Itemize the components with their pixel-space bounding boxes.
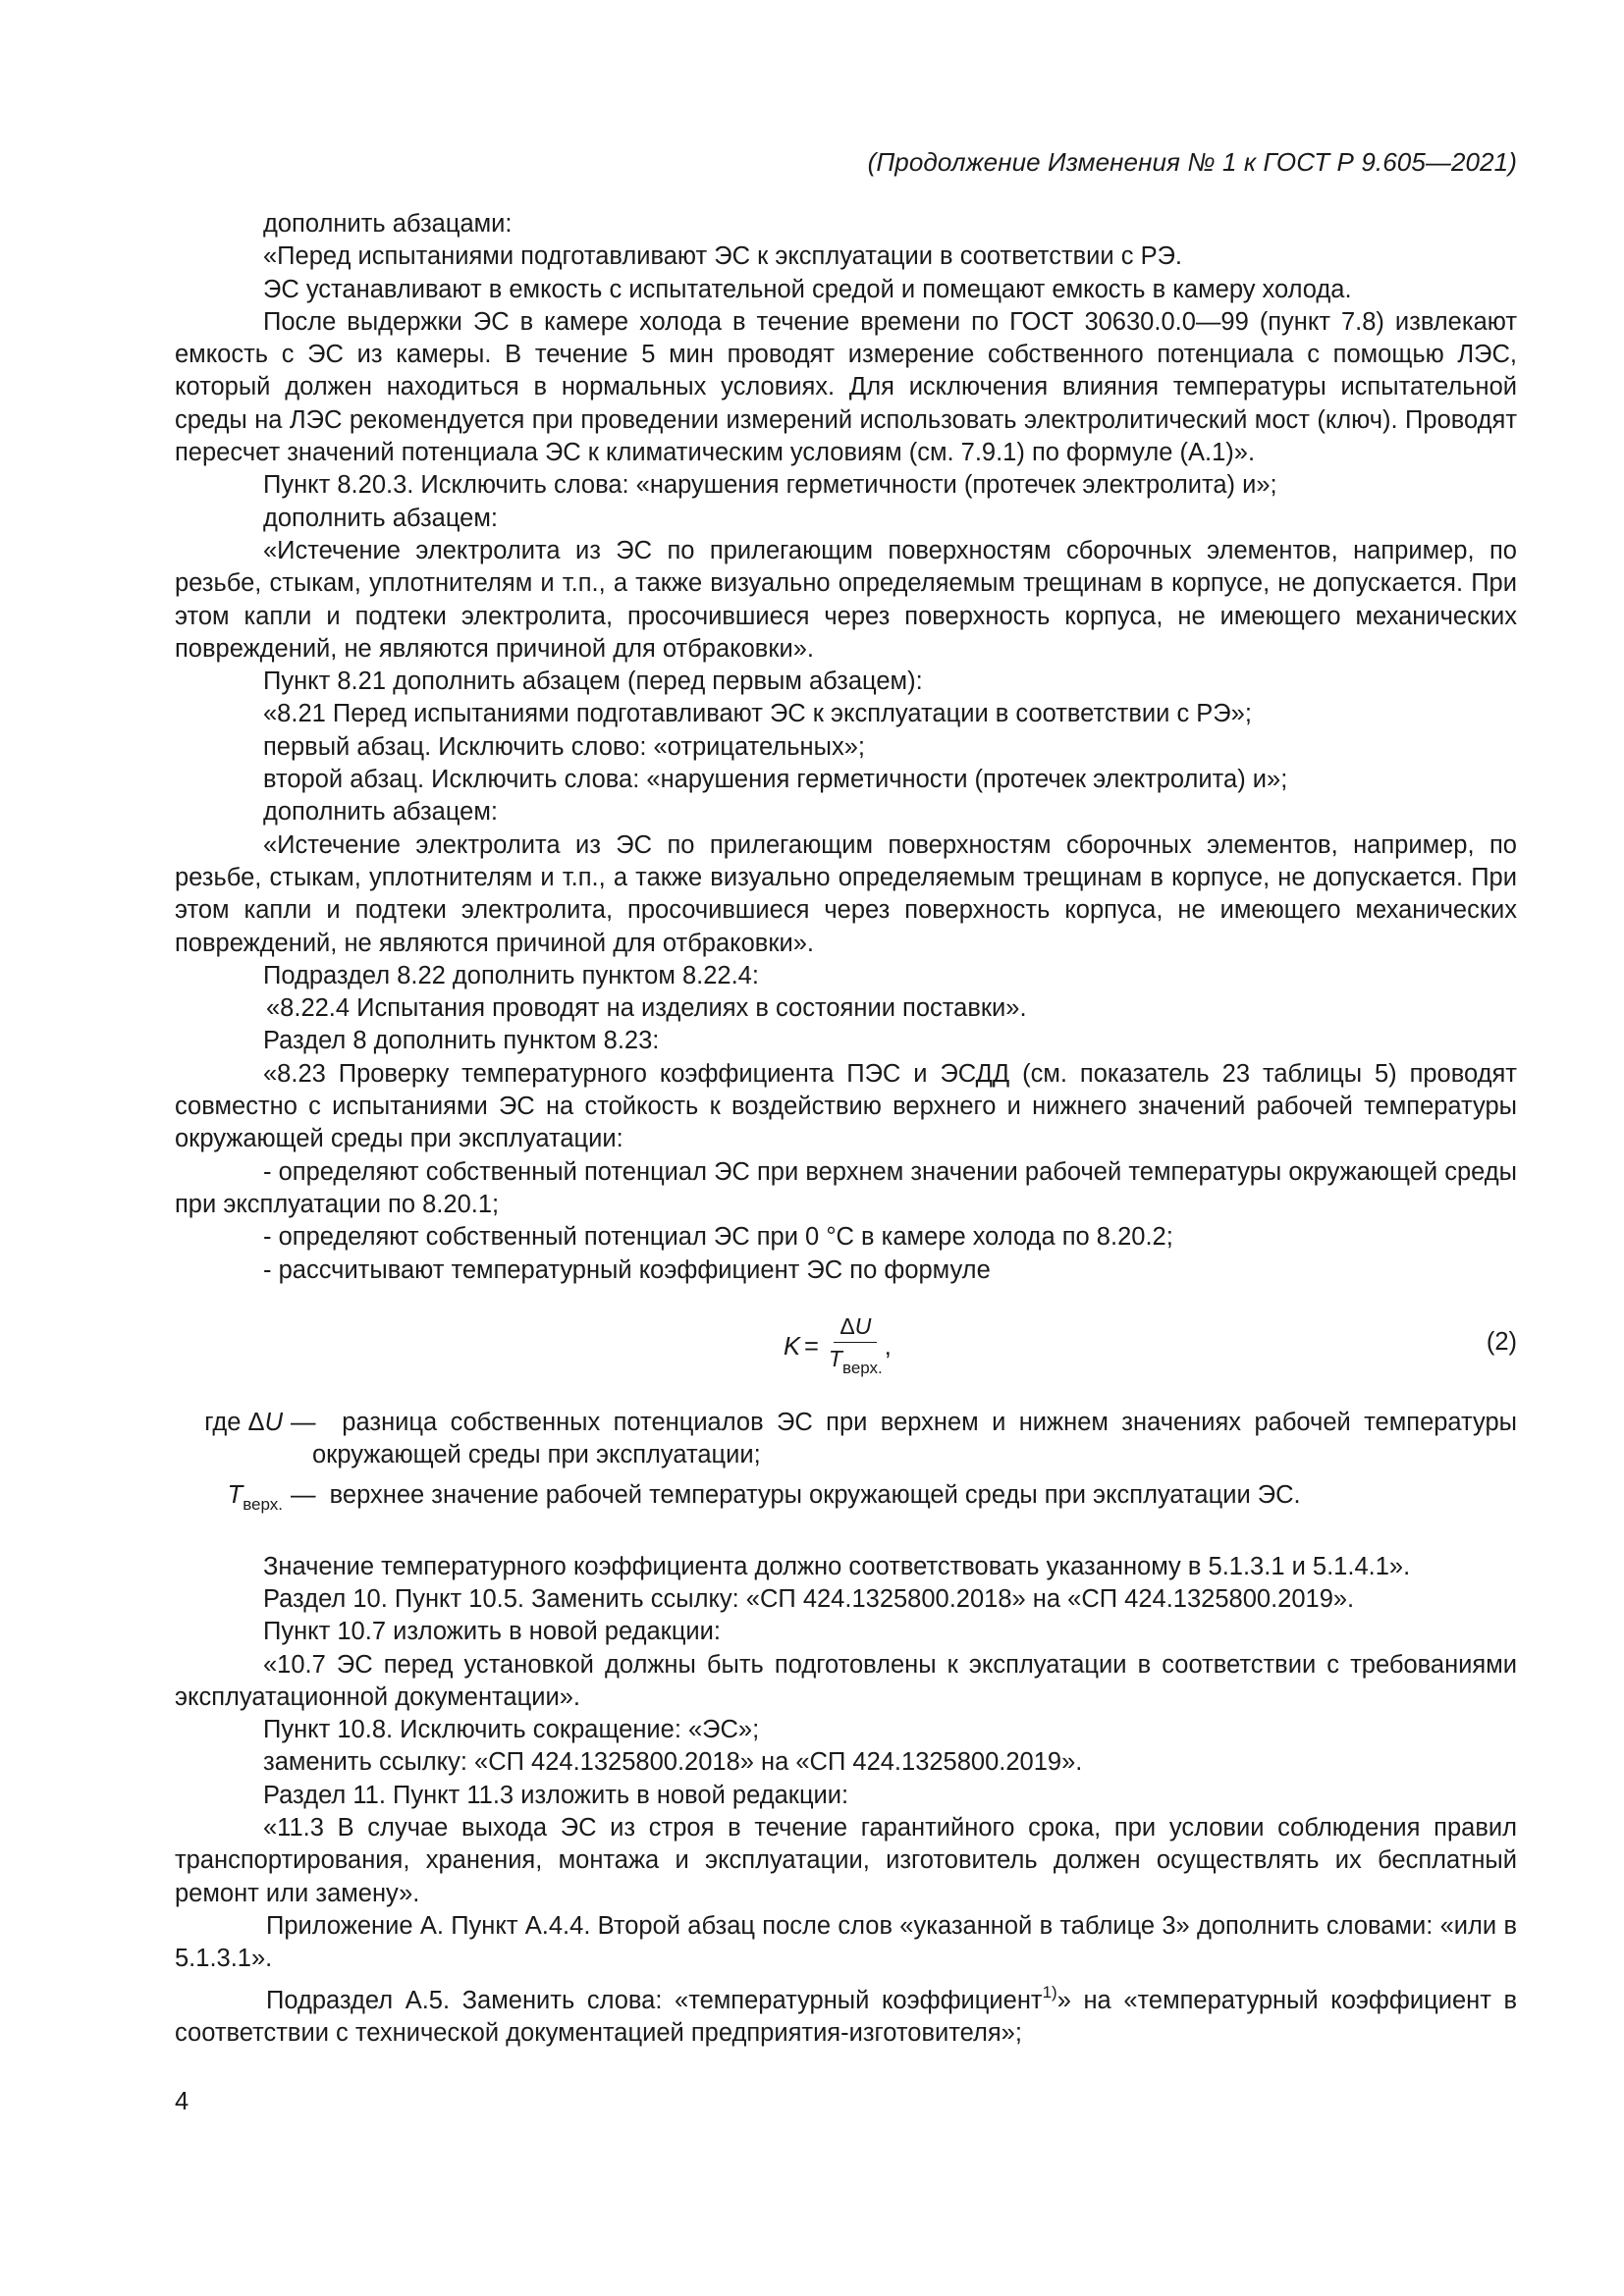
- paragraph-text: » на «температурный коэффициент в соответствии с технической документацией предприятия-изготовителя»;: [175, 1986, 1518, 2047]
- formula-equals: =: [804, 1333, 819, 1362]
- numerator-var: U: [854, 1312, 872, 1339]
- legend-symbol: [116, 1407, 291, 1472]
- delta-symbol: Δ: [247, 1408, 265, 1436]
- paragraph: Значение температурного коэффициента должно соответствовать указанному в 5.1.3.1 и 5.1.4.1».: [263, 1552, 1411, 1580]
- paragraph: «11.3 В случае выхода ЭС из строя в течение гарантийного срока, при условии соблюдения правил транспортирования, хранения, монтажа и эксплуатации, изготовитель должен осуществлять их бесплатный ремонт или замену».: [175, 1814, 1517, 1907]
- paragraph: Пункт 10.8. Исключить сокращение: «ЭС»;: [263, 1716, 760, 1744]
- paragraph: «Истечение электролита из ЭС по прилегающим поверхностям сборочных элементов, например, по резьбе, стыкам, уплотнителям и т.п., а также визуально определяемым трещинам в корпусе, не допускается. При этом капли и подтеки электролита, просочившиеся через поверхность корпуса, не имеющего механических повреждений, не являются причиной для отбраковки».: [175, 830, 1517, 957]
- paragraph: дополнить абзацем:: [263, 504, 498, 532]
- formula-numerator: [834, 1312, 877, 1343]
- paragraph: Пункт 8.21 дополнить абзацем (перед первым абзацем):: [263, 667, 923, 696]
- legend-var: U: [264, 1408, 283, 1436]
- legend-description: [291, 1407, 1517, 1472]
- footnote-marker: 1): [1042, 1982, 1057, 2002]
- paragraph: «8.21 Перед испытаниями подготавливают ЭС к эксплуатации в соответствии с РЭ»;: [263, 700, 1252, 728]
- formula-lhs: K: [784, 1333, 801, 1362]
- paragraph: Раздел 10. Пункт 10.5. Заменить ссылку: «СП 424.1325800.2018» на «СП 424.1325800.2019».: [263, 1584, 1355, 1613]
- paragraph-text: Подраздел А.5. Заменить слова: «температурный коэффициент: [266, 1986, 1043, 2014]
- legend-dash: —: [291, 1481, 316, 1510]
- variable-legend: [175, 1407, 1517, 1522]
- delta-symbol: Δ: [839, 1312, 855, 1339]
- running-header: (Продолжение Изменения № 1 к ГОСТ Р 9.605—2021): [867, 147, 1517, 177]
- denominator-subscript: верх.: [841, 1358, 883, 1377]
- formula: [784, 1312, 892, 1383]
- paragraph: Раздел 11. Пункт 11.3 изложить в новой редакции:: [263, 1781, 849, 1809]
- legend-subscript: верх.: [243, 1495, 283, 1515]
- paragraph: заменить ссылку: «СП 424.1325800.2018» на «СП 424.1325800.2019».: [263, 1748, 1083, 1777]
- paragraph: ЭС устанавливают в емкость с испытательной средой и помещают емкость в камеру холода.: [263, 275, 1352, 303]
- legend-dash: —: [291, 1408, 316, 1436]
- legend-text: верхнее значение рабочей температуры окружающей среды при эксплуатации ЭС.: [329, 1481, 1301, 1510]
- paragraph: дополнить абзацем:: [263, 798, 498, 827]
- document-body: [175, 208, 1517, 2050]
- paragraph: «8.22.4 Испытания проводят на изделиях в состоянии поставки».: [266, 994, 1027, 1023]
- formula-denominator: [829, 1343, 883, 1383]
- legend-description: [291, 1479, 1517, 1521]
- list-item: - определяют собственный потенциал ЭС при верхнем значении рабочей температуры окружающей среды при эксплуатации по 8.20.1;: [175, 1157, 1517, 1218]
- paragraph: первый абзац. Исключить слово: «отрицательных»;: [263, 732, 865, 761]
- paragraph: дополнить абзацами:: [263, 210, 513, 238]
- paragraph: «10.7 ЭС перед установкой должны быть подготовлены к эксплуатации в соответствии с требованиями эксплуатационной документации».: [175, 1650, 1517, 1711]
- legend-text: разница собственных потенциалов ЭС при верхнем и нижнем значениях рабочей температуры окружающей среды при эксплуатации;: [312, 1408, 1517, 1469]
- paragraph: «8.23 Проверку температурного коэффициента ПЭС и ЭСДД (см. показатель 23 таблицы 5) проводят совместно с испытаниями ЭС на стойкость к воздействию верхнего и нижнего значений рабочей температуры окружающей среды при эксплуатации:: [175, 1059, 1517, 1153]
- equation-number: (2): [1486, 1327, 1517, 1356]
- formula-comma: ,: [884, 1333, 892, 1362]
- paragraph: «Истечение электролита из ЭС по прилегающим поверхностям сборочных элементов, например, по резьбе, стыкам, уплотнителям и т.п., а также визуально определяемым трещинам в корпусе, не допускается. При этом капли и подтеки электролита, просочившиеся через поверхность корпуса, не имеющего механических повреждений, не являются причиной для отбраковки».: [175, 536, 1517, 663]
- paragraph: Пункт 10.7 изложить в новой редакции:: [263, 1618, 722, 1646]
- paragraph: Подраздел 8.22 дополнить пунктом 8.22.4:: [263, 961, 759, 989]
- paragraph: «Перед испытаниями подготавливают ЭС к эксплуатации в соответствии с РЭ.: [263, 242, 1183, 271]
- legend-var: T: [227, 1481, 244, 1510]
- paragraph: [175, 1976, 1517, 2051]
- list-item: - рассчитывают температурный коэффициент ЭС по формуле: [263, 1255, 991, 1284]
- legend-prefix: где: [204, 1408, 248, 1436]
- denominator-var: T: [828, 1345, 842, 1371]
- paragraph: После выдержки ЭС в камере холода в течение времени по ГОСТ 30630.0.0—99 (пункт 7.8) извлекают емкость с ЭС из камеры. В течение 5 мин проводят измерение собственного потенциала с помощью ЛЭС, который должен находиться в нормальных условиях. Для исключения влияния температуры испытательной среды на ЛЭС рекомендуется при проведении измерений использовать электролитический мост (ключ). Проводят пересчет значений потенциала ЭС к климатическим условиям (см. 7.9.1) по формуле (А.1)».: [175, 307, 1517, 467]
- list-item: - определяют собственный потенциал ЭС при 0 °С в камере холода по 8.20.2;: [263, 1223, 1173, 1252]
- paragraph: Приложение А. Пункт А.4.4. Второй абзац после слов «указанной в таблице 3» дополнить словами: «или в 5.1.3.1».: [175, 1911, 1517, 1973]
- formula-block: [175, 1299, 1517, 1397]
- paragraph: второй абзац. Исключить слова: «нарушения герметичности (протечек электролита) и»;: [263, 766, 1288, 794]
- paragraph: Пункт 8.20.3. Исключить слова: «нарушения герметичности (протечек электролита) и»;: [263, 471, 1277, 500]
- legend-symbol: [116, 1479, 291, 1521]
- formula-fraction: [829, 1312, 883, 1383]
- page-number: 4: [175, 2088, 189, 2115]
- paragraph: Раздел 8 дополнить пунктом 8.23:: [263, 1027, 660, 1055]
